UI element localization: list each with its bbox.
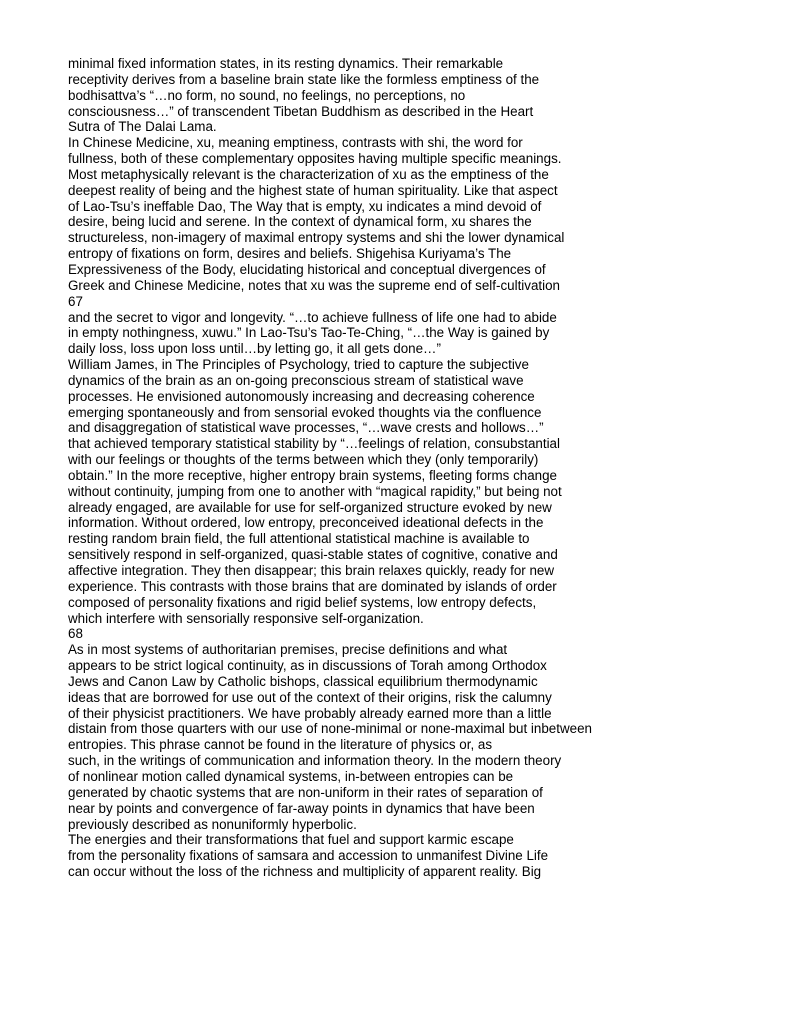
text-line: from the personality fixations of samsara and accession to unmanifest Divine Life (68, 848, 549, 864)
text-line: Greek and Chinese Medicine, notes that xu was the supreme end of self-cultivation (68, 277, 561, 293)
text-line: Expressiveness of the Body, elucidating historical and conceptual divergences of (68, 261, 546, 277)
text-line: Most metaphysically relevant is the characterization of xu as the emptiness of the (68, 166, 549, 182)
text-line: of their physicist practitioners. We have probably already earned more than a little (68, 705, 552, 721)
text-line: which interfere with sensorially responsive self-organization. (68, 610, 424, 626)
text-line: Jews and Canon Law by Catholic bishops, classical equilibrium thermodynamic (68, 673, 538, 689)
text-line: The energies and their transformations that fuel and support karmic escape (68, 832, 514, 848)
text-line: such, in the writings of communication and information theory. In the modern theory (68, 753, 562, 769)
text-line: structureless, non-imagery of maximal entropy systems and shi the lower dynamical (68, 230, 565, 246)
text-line: emerging spontaneously and from sensorial evoked thoughts via the confluence (68, 404, 542, 420)
text-line: can occur without the loss of the richness and multiplicity of apparent reality. Big (68, 864, 542, 880)
text-line: distain from those quarters with our use of none-minimal or none-maximal but inbetween (68, 721, 592, 737)
text-line: Sutra of The Dalai Lama. (68, 119, 217, 135)
text-line: fullness, both of these complementary opposites having multiple specific meanings. (68, 151, 562, 167)
text-line: and disaggregation of statistical wave processes, “…wave crests and hollows…” (68, 420, 544, 436)
text-line: obtain.” In the more receptive, higher entropy brain systems, fleeting forms change (68, 467, 558, 483)
text-line: William James, in The Principles of Psychology, tried to capture the subjective (68, 357, 529, 373)
text-line: As in most systems of authoritarian premises, precise definitions and what (68, 642, 508, 658)
text-line: ideas that are borrowed for use out of the context of their origins, risk the calumny (68, 689, 552, 705)
text-line: desire, being lucid and serene. In the context of dynamical form, xu shares the (68, 214, 532, 230)
text-line: sensitively respond in self-organized, quasi-stable states of cognitive, conative and (68, 547, 558, 563)
text-line: appears to be strict logical continuity, as in discussions of Torah among Orthodox (68, 658, 547, 674)
text-line: consciousness…” of transcendent Tibetan Buddhism as described in the Heart (68, 103, 534, 119)
text-line: receptivity derives from a baseline brain state like the formless emptiness of the (68, 71, 540, 87)
text-line: previously described as nonuniformly hyperbolic. (68, 816, 357, 832)
text-line: information. Without ordered, low entropy, preconceived ideational defects in the (68, 515, 544, 531)
text-line: of Lao-Tsu’s ineffable Dao, The Way that is empty, xu indicates a mind devoid of (68, 198, 542, 214)
text-line: experience. This contrasts with those brains that are dominated by islands of order (68, 578, 557, 594)
text-line: already engaged, are available for use for self-organized structure evoked by new (68, 499, 552, 515)
page-number: 68 (68, 626, 83, 642)
text-line: minimal fixed information states, in its resting dynamics. Their remarkable (68, 56, 504, 71)
text-line: of nonlinear motion called dynamical systems, in-between entropies can be (68, 768, 514, 784)
text-line: generated by chaotic systems that are non-uniform in their rates of separation of (68, 784, 543, 800)
text-line: bodhisattva’s “…no form, no sound, no feelings, no perceptions, no (68, 87, 466, 103)
text-line: entropy of fixations on form, desires and beliefs. Shigehisa Kuriyama’s The (68, 246, 512, 262)
text-line: near by points and convergence of far-away points in dynamics that have been (68, 800, 535, 816)
text-line: that achieved temporary statistical stability by “…feelings of relation, consubstantial (68, 436, 560, 452)
text-line: processes. He envisioned autonomously increasing and decreasing coherence (68, 388, 535, 404)
text-line: affective integration. They then disappear; this brain relaxes quickly, ready for new (68, 563, 555, 578)
text-line: deepest reality of being and the highest state of human spirituality. Like that aspect (68, 182, 558, 198)
document-page (68, 56, 748, 880)
text-line: In Chinese Medicine, xu, meaning emptiness, contrasts with shi, the word for (68, 135, 523, 151)
page-number: 67 (68, 293, 83, 309)
text-line: composed of personality fixations and rigid belief systems, low entropy defects, (68, 594, 537, 610)
text-line: without continuity, jumping from one to another with “magical rapidity,” but being not (68, 483, 562, 499)
text-line: in empty nothingness, xuwu.” In Lao-Tsu’s Tao-Te-Ching, “…the Way is gained by (68, 325, 550, 341)
text-line: with our feelings or thoughts of the terms between which they (only temporarily) (68, 452, 539, 468)
text-line: entropies. This phrase cannot be found in the literature of physics or, as (68, 737, 493, 753)
text-line: daily loss, loss upon loss until…by letting go, it all gets done…” (68, 341, 441, 357)
text-line: dynamics of the brain as an on-going preconscious stream of statistical wave (68, 372, 524, 388)
text-line: resting random brain field, the full attentional statistical machine is available to (68, 531, 530, 547)
text-line: and the secret to vigor and longevity. “…to achieve fullness of life one had to abide (68, 309, 557, 325)
